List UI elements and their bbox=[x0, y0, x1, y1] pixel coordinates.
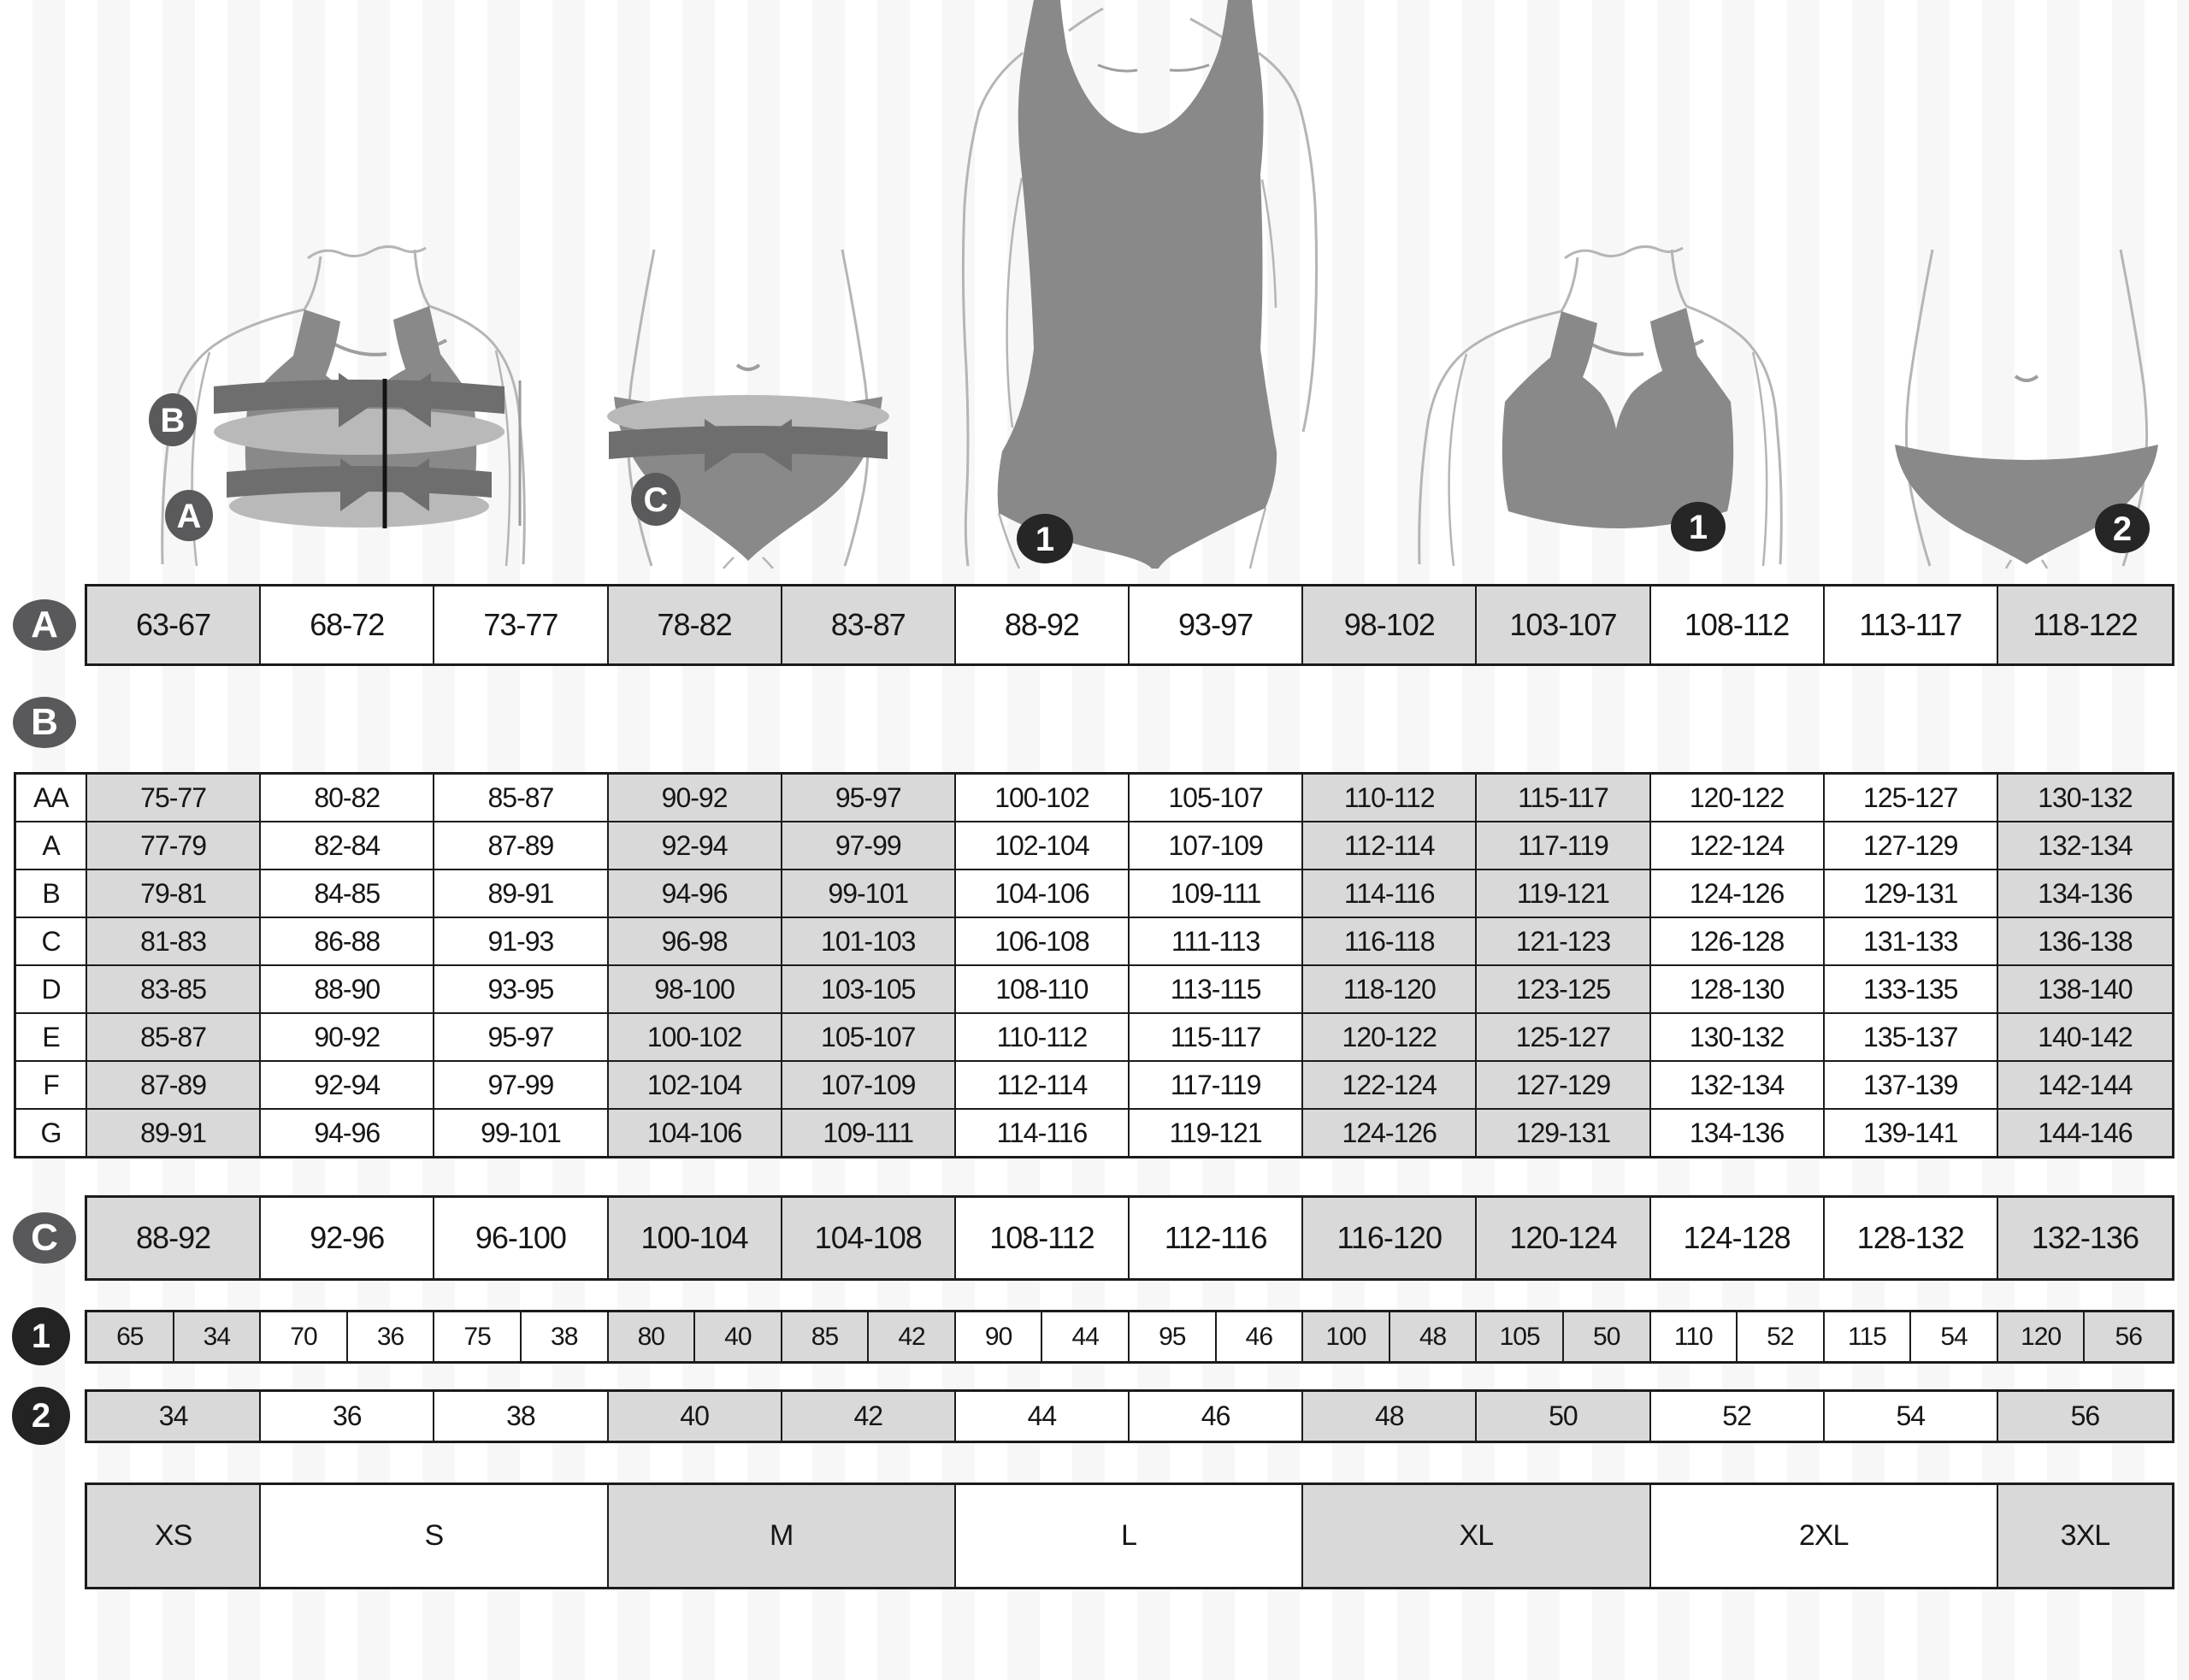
table-cell: 87-89 bbox=[434, 822, 608, 869]
table-cell: 68-72 bbox=[261, 587, 434, 663]
table-cell: 118-122 bbox=[1998, 587, 2172, 663]
table-cell: 83-87 bbox=[782, 587, 956, 663]
table-cell: 93-97 bbox=[1130, 587, 1303, 663]
table-cell: 70 bbox=[261, 1312, 348, 1361]
cup-row bbox=[16, 775, 2172, 822]
table-cell: 116-120 bbox=[1303, 1198, 1477, 1278]
table-cell: 142-144 bbox=[1998, 1062, 2172, 1108]
cup-row-header: A bbox=[16, 822, 87, 869]
table-cell: 123-125 bbox=[1477, 966, 1650, 1012]
table-cell: 122-124 bbox=[1303, 1062, 1477, 1108]
table-cell: 129-131 bbox=[1825, 870, 1998, 917]
table-cell: 88-92 bbox=[956, 587, 1130, 663]
table-cell: 129-131 bbox=[1477, 1110, 1650, 1156]
table-cell: 97-99 bbox=[434, 1062, 608, 1108]
table-cell: 104-106 bbox=[956, 870, 1130, 917]
svg-text:A: A bbox=[176, 498, 202, 535]
table-cell: 95-97 bbox=[434, 1014, 608, 1060]
table-cell: 120-122 bbox=[1651, 775, 1825, 821]
table-cell: 56 bbox=[2085, 1312, 2172, 1361]
table-cell: 85-87 bbox=[87, 1014, 261, 1060]
table-cell: 96-98 bbox=[609, 918, 782, 964]
section-c-label: C bbox=[31, 1217, 58, 1259]
size-cell: M bbox=[609, 1485, 956, 1587]
table-cell: 96-100 bbox=[434, 1198, 608, 1278]
table-cell: 88-90 bbox=[261, 966, 434, 1012]
table-cell: 130-132 bbox=[1651, 1014, 1825, 1060]
briefs-measurement-figure bbox=[590, 0, 915, 569]
table-cell: 63-67 bbox=[87, 587, 261, 663]
table-cell: 121-123 bbox=[1477, 918, 1650, 964]
table-cell: 34 bbox=[87, 1392, 261, 1441]
table-cell: 108-110 bbox=[956, 966, 1130, 1012]
section-a-badge bbox=[13, 599, 76, 651]
table-cell: 136-138 bbox=[1998, 918, 2172, 964]
table-cell: 135-137 bbox=[1825, 1014, 1998, 1060]
hip-range-row bbox=[85, 1195, 2174, 1281]
table-cell: 127-129 bbox=[1825, 822, 1998, 869]
table-cell: 102-104 bbox=[609, 1062, 782, 1108]
table-cell: 75 bbox=[434, 1312, 522, 1361]
figure-badge-two bbox=[2095, 504, 2150, 553]
cup-row bbox=[16, 822, 2172, 870]
cup-row bbox=[16, 1062, 2172, 1110]
table-cell: 124-126 bbox=[1303, 1110, 1477, 1156]
table-cell: 140-142 bbox=[1998, 1014, 2172, 1060]
table-cell: 42 bbox=[869, 1312, 956, 1361]
underbust-range-row bbox=[85, 584, 2174, 666]
table-cell: 89-91 bbox=[434, 870, 608, 917]
size-cell: 3XL bbox=[1998, 1485, 2172, 1587]
table-cell: 48 bbox=[1390, 1312, 1478, 1361]
table-cell: 114-116 bbox=[956, 1110, 1130, 1156]
table-cell: 101-103 bbox=[782, 918, 956, 964]
table-cell: 73-77 bbox=[434, 587, 608, 663]
table-cell: 115-117 bbox=[1130, 1014, 1303, 1060]
table-cell: 114-116 bbox=[1303, 870, 1477, 917]
svg-text:1: 1 bbox=[1035, 521, 1055, 558]
table-cell: 103-107 bbox=[1477, 587, 1650, 663]
table-cell: 85 bbox=[782, 1312, 870, 1361]
table-cell: 54 bbox=[1825, 1392, 1998, 1441]
table-cell: 113-117 bbox=[1825, 587, 1998, 663]
table-cell: 112-116 bbox=[1130, 1198, 1303, 1278]
cup-row-header: E bbox=[16, 1014, 87, 1060]
table-cell: 132-134 bbox=[1998, 822, 2172, 869]
table-cell: 90-92 bbox=[261, 1014, 434, 1060]
table-cell: 95-97 bbox=[782, 775, 956, 821]
table-cell: 115 bbox=[1825, 1312, 1912, 1361]
cup-row-header: D bbox=[16, 966, 87, 1012]
table-cell: 112-114 bbox=[956, 1062, 1130, 1108]
cup-row bbox=[16, 966, 2172, 1014]
cup-row bbox=[16, 870, 2172, 918]
size-cell: XL bbox=[1303, 1485, 1650, 1587]
cup-row-header: AA bbox=[16, 775, 87, 821]
table-cell: 81-83 bbox=[87, 918, 261, 964]
table-cell: 110 bbox=[1651, 1312, 1738, 1361]
table-cell: 79-81 bbox=[87, 870, 261, 917]
table-cell: 90 bbox=[956, 1312, 1043, 1361]
table-cell: 98-100 bbox=[609, 966, 782, 1012]
navel-mark bbox=[737, 365, 759, 369]
figure-badge-b bbox=[149, 393, 197, 446]
table-cell: 122-124 bbox=[1651, 822, 1825, 869]
navel-mark bbox=[2015, 376, 2038, 380]
table-cell: 139-141 bbox=[1825, 1110, 1998, 1156]
cup-row bbox=[16, 918, 2172, 966]
table-cell: 130-132 bbox=[1998, 775, 2172, 821]
svg-text:B: B bbox=[160, 402, 186, 439]
table-cell: 128-130 bbox=[1651, 966, 1825, 1012]
table-cell: 113-115 bbox=[1130, 966, 1303, 1012]
section-b-label: B bbox=[31, 701, 58, 743]
size-cell: S bbox=[261, 1485, 608, 1587]
section-b-badge bbox=[13, 697, 76, 748]
table-cell: 98-102 bbox=[1303, 587, 1477, 663]
table-cell: 40 bbox=[609, 1392, 782, 1441]
table-cell: 94-96 bbox=[609, 870, 782, 917]
table-cell: 109-111 bbox=[782, 1110, 956, 1156]
table-cell: 97-99 bbox=[782, 822, 956, 869]
briefs-figure bbox=[1873, 0, 2187, 569]
table-cell: 120 bbox=[1998, 1312, 2086, 1361]
svg-text:C: C bbox=[643, 481, 669, 519]
size-cell: L bbox=[956, 1485, 1303, 1587]
table-cell: 107-109 bbox=[1130, 822, 1303, 869]
table-cell: 52 bbox=[1651, 1392, 1825, 1441]
table-cell: 91-93 bbox=[434, 918, 608, 964]
table-cell: 119-121 bbox=[1477, 870, 1650, 917]
table-cell: 36 bbox=[261, 1392, 434, 1441]
table-cell: 100-102 bbox=[609, 1014, 782, 1060]
letter-size-row bbox=[85, 1483, 2174, 1589]
table-cell: 86-88 bbox=[261, 918, 434, 964]
table-cell: 138-140 bbox=[1998, 966, 2172, 1012]
table-cell: 105-107 bbox=[1130, 775, 1303, 821]
table-cell: 50 bbox=[1477, 1392, 1650, 1441]
section-c-badge bbox=[13, 1212, 76, 1264]
table-cell: 134-136 bbox=[1998, 870, 2172, 917]
cup-size-table bbox=[14, 772, 2174, 1158]
table-cell: 34 bbox=[174, 1312, 262, 1361]
table-cell: 115-117 bbox=[1477, 775, 1650, 821]
bust-tape-ellipse bbox=[214, 409, 504, 455]
table-cell: 50 bbox=[1564, 1312, 1651, 1361]
table-cell: 92-94 bbox=[261, 1062, 434, 1108]
table-cell: 104-106 bbox=[609, 1110, 782, 1156]
svg-text:1: 1 bbox=[1688, 509, 1708, 546]
table-cell: 117-119 bbox=[1130, 1062, 1303, 1108]
table-cell: 99-101 bbox=[434, 1110, 608, 1156]
svg-text:2: 2 bbox=[2112, 510, 2133, 548]
table-cell: 110-112 bbox=[956, 1014, 1130, 1060]
table-cell: 80 bbox=[609, 1312, 696, 1361]
table-cell: 107-109 bbox=[782, 1062, 956, 1108]
cup-row-header: G bbox=[16, 1110, 87, 1156]
table-cell: 126-128 bbox=[1651, 918, 1825, 964]
table-cell: 65 bbox=[87, 1312, 174, 1361]
section-2-label: 2 bbox=[31, 1396, 51, 1435]
table-cell: 125-127 bbox=[1825, 775, 1998, 821]
table-cell: 116-118 bbox=[1303, 918, 1477, 964]
table-cell: 105 bbox=[1477, 1312, 1564, 1361]
table-cell: 109-111 bbox=[1130, 870, 1303, 917]
table-cell: 103-105 bbox=[782, 966, 956, 1012]
table-cell: 137-139 bbox=[1825, 1062, 1998, 1108]
table-cell: 44 bbox=[1042, 1312, 1130, 1361]
table-cell: 77-79 bbox=[87, 822, 261, 869]
table-cell: 75-77 bbox=[87, 775, 261, 821]
table-cell: 125-127 bbox=[1477, 1014, 1650, 1060]
table-cell: 52 bbox=[1738, 1312, 1825, 1361]
table-cell: 100 bbox=[1303, 1312, 1390, 1361]
band-size-row bbox=[85, 1310, 2174, 1364]
table-cell: 89-91 bbox=[87, 1110, 261, 1156]
cup-row-header: B bbox=[16, 870, 87, 917]
table-cell: 48 bbox=[1303, 1392, 1477, 1441]
table-cell: 132-136 bbox=[1998, 1198, 2172, 1278]
table-cell: 87-89 bbox=[87, 1062, 261, 1108]
table-cell: 104-108 bbox=[782, 1198, 956, 1278]
table-cell: 90-92 bbox=[609, 775, 782, 821]
table-cell: 85-87 bbox=[434, 775, 608, 821]
table-cell: 99-101 bbox=[782, 870, 956, 917]
figure-badge-c bbox=[631, 473, 681, 526]
size-cell: XS bbox=[87, 1485, 261, 1587]
section-2-badge bbox=[12, 1387, 70, 1445]
table-cell: 144-146 bbox=[1998, 1110, 2172, 1156]
figure-badge-one bbox=[1017, 514, 1073, 563]
table-cell: 128-132 bbox=[1825, 1198, 1998, 1278]
table-cell: 82-84 bbox=[261, 822, 434, 869]
table-cell: 112-114 bbox=[1303, 822, 1477, 869]
figure-badge-a bbox=[165, 490, 213, 541]
table-cell: 131-133 bbox=[1825, 918, 1998, 964]
table-cell: 83-85 bbox=[87, 966, 261, 1012]
table-cell: 120-122 bbox=[1303, 1014, 1477, 1060]
cup-row-header: F bbox=[16, 1062, 87, 1108]
table-cell: 108-112 bbox=[1651, 587, 1825, 663]
table-cell: 117-119 bbox=[1477, 822, 1650, 869]
brief-size-row bbox=[85, 1389, 2174, 1443]
bodysuit-figure bbox=[941, 0, 1342, 569]
cup-row bbox=[16, 1110, 2172, 1156]
table-cell: 36 bbox=[348, 1312, 435, 1361]
table-cell: 46 bbox=[1217, 1312, 1304, 1361]
table-cell: 102-104 bbox=[956, 822, 1130, 869]
cup-row-header: C bbox=[16, 918, 87, 964]
table-cell: 124-126 bbox=[1651, 870, 1825, 917]
table-cell: 93-95 bbox=[434, 966, 608, 1012]
table-cell: 111-113 bbox=[1130, 918, 1303, 964]
table-cell: 80-82 bbox=[261, 775, 434, 821]
size-cell: 2XL bbox=[1651, 1485, 1998, 1587]
table-cell: 94-96 bbox=[261, 1110, 434, 1156]
table-cell: 95 bbox=[1130, 1312, 1217, 1361]
table-cell: 110-112 bbox=[1303, 775, 1477, 821]
table-cell: 106-108 bbox=[956, 918, 1130, 964]
table-cell: 92-94 bbox=[609, 822, 782, 869]
bodysuit-garment bbox=[998, 0, 1277, 569]
table-cell: 105-107 bbox=[782, 1014, 956, 1060]
table-cell: 38 bbox=[522, 1312, 609, 1361]
table-cell: 46 bbox=[1130, 1392, 1303, 1441]
table-cell: 40 bbox=[695, 1312, 782, 1361]
table-cell: 124-128 bbox=[1651, 1198, 1825, 1278]
table-cell: 100-102 bbox=[956, 775, 1130, 821]
table-cell: 88-92 bbox=[87, 1198, 261, 1278]
section-1-badge bbox=[12, 1307, 70, 1365]
section-1-label: 1 bbox=[31, 1317, 51, 1355]
table-cell: 100-104 bbox=[609, 1198, 782, 1278]
table-cell: 108-112 bbox=[956, 1198, 1130, 1278]
table-cell: 119-121 bbox=[1130, 1110, 1303, 1156]
figure-badge-one bbox=[1671, 502, 1726, 551]
table-cell: 44 bbox=[956, 1392, 1130, 1441]
table-cell: 38 bbox=[434, 1392, 608, 1441]
table-cell: 120-124 bbox=[1477, 1198, 1650, 1278]
table-cell: 118-120 bbox=[1303, 966, 1477, 1012]
table-cell: 78-82 bbox=[609, 587, 782, 663]
table-cell: 133-135 bbox=[1825, 966, 1998, 1012]
bra-measurement-figure bbox=[51, 0, 530, 569]
table-cell: 92-96 bbox=[261, 1198, 434, 1278]
table-cell: 56 bbox=[1998, 1392, 2172, 1441]
table-cell: 127-129 bbox=[1477, 1062, 1650, 1108]
section-a-label: A bbox=[31, 604, 58, 645]
table-cell: 84-85 bbox=[261, 870, 434, 917]
table-cell: 54 bbox=[1911, 1312, 1998, 1361]
table-cell: 134-136 bbox=[1651, 1110, 1825, 1156]
table-cell: 42 bbox=[782, 1392, 956, 1441]
bra-figure bbox=[1407, 0, 1826, 569]
table-cell: 132-134 bbox=[1651, 1062, 1825, 1108]
cup-row bbox=[16, 1014, 2172, 1062]
measurement-figures bbox=[0, 0, 2189, 575]
